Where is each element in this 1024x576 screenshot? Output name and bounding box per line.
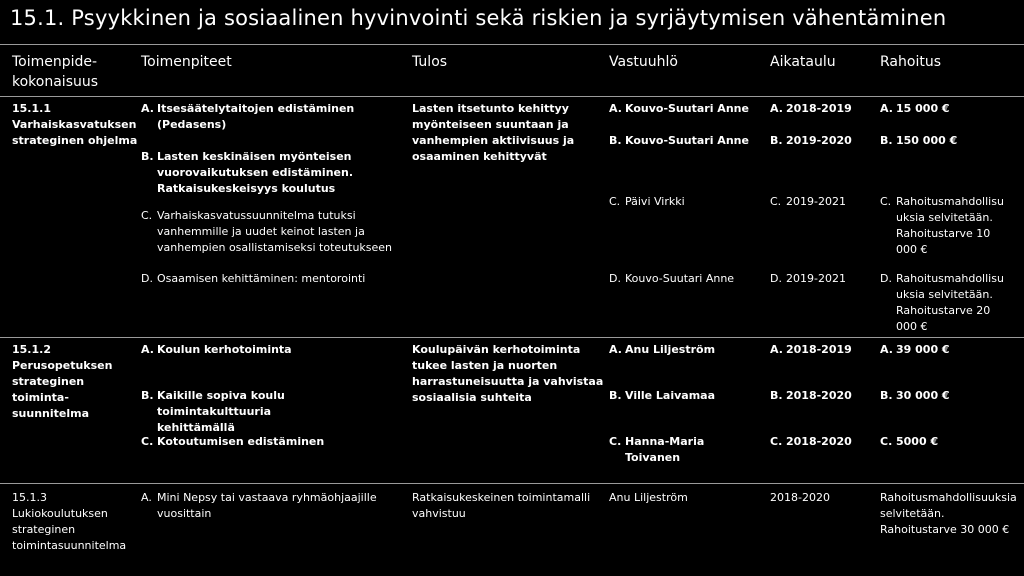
header-responsible: Vastuuhlö xyxy=(609,54,678,70)
funding-text: 30 000 € xyxy=(896,389,950,402)
schedule-text: 2018-2020 xyxy=(786,389,852,402)
row-result: Koulupäivän kerhotoiminta tukee lasten ja nuorten harrastuneisuutta ja vahvistaa sosiaalisia suhteita xyxy=(412,343,604,404)
schedule-text: 2018-2020 xyxy=(770,491,830,504)
responsible-text: Kouvo-Suutari Anne xyxy=(625,134,749,147)
item-marker: A. xyxy=(609,343,622,356)
item-marker: B. xyxy=(880,134,893,147)
row-area: 15.1.1 Varhaiskasvatuksen strateginen ohjelma xyxy=(12,102,138,147)
row-result: Ratkaisukeskeinen toimintamalli vahvistuu xyxy=(412,491,591,520)
item-marker: A. xyxy=(770,102,783,115)
funding-text: 39 000 € xyxy=(896,343,950,356)
responsible-text: Kouvo-Suutari Anne xyxy=(625,102,749,115)
item-marker: D. xyxy=(880,272,892,285)
item-marker: C. xyxy=(880,195,892,208)
item-marker: B. xyxy=(141,389,154,402)
item-marker: B. xyxy=(141,150,154,163)
funding-text: 150 000 € xyxy=(896,134,958,147)
item-marker: C. xyxy=(141,435,154,448)
funding-text: Rahoitusmahdollisuuksia selvitetään. Rahoitustarve 30 000 € xyxy=(880,491,1017,536)
row-area: 15.1.3 Lukiokoulutuksen strateginen toimintasuunnitelma xyxy=(12,491,127,552)
item-marker: C. xyxy=(141,209,153,222)
row-divider xyxy=(0,337,1024,338)
item-marker: A. xyxy=(609,102,622,115)
funding-text: Rahoitusmahdollisu uksia selvitetään. Rahoitustarve 20 000 € xyxy=(896,272,1004,333)
item-marker: C. xyxy=(609,195,621,208)
item-marker: D. xyxy=(770,272,782,285)
schedule-text: 2019-2021 xyxy=(786,272,846,285)
funding-text: Rahoitusmahdollisu uksia selvitetään. Rahoitustarve 10 000 € xyxy=(896,195,1004,256)
item-marker: A. xyxy=(880,343,893,356)
header-measures: Toimenpiteet xyxy=(141,54,232,70)
row-result: Lasten itsetunto kehittyy myönteiseen suuntaan ja vanhempien aktiivisuus ja osaaminen kehittyvät xyxy=(412,102,575,163)
item-marker: C. xyxy=(609,435,622,448)
item-marker: C. xyxy=(770,195,782,208)
header-area: Toimenpide- kokonaisuus xyxy=(12,54,99,90)
measure-text: Kaikille sopiva koulu toimintakulttuuria kehittämällä xyxy=(157,389,285,434)
responsible-text: Kouvo-Suutari Anne xyxy=(625,272,735,285)
item-marker: A. xyxy=(141,343,154,356)
measure-text: Itsesäätelytaitojen edistäminen (Pedasens) xyxy=(157,102,355,131)
responsible-text: Anu Liljeström xyxy=(625,343,716,356)
header-funding: Rahoitus xyxy=(880,54,941,70)
item-marker: A. xyxy=(141,491,152,504)
measure-text: Varhaiskasvatussuunnitelma tutuksi vanhemmille ja uudet keinot lasten ja vanhempien osallistamiseksi toteutukseen xyxy=(157,209,393,254)
header-result: Tulos xyxy=(412,54,448,70)
schedule-text: 2019-2020 xyxy=(786,134,852,147)
measure-text: Lasten keskinäisen myönteisen vuorovaikutuksen edistäminen. Ratkaisukeskeisyys koulutus xyxy=(157,150,353,195)
item-marker: A. xyxy=(770,343,783,356)
responsible-text: Anu Liljeström xyxy=(609,491,688,504)
header-divider xyxy=(0,96,1024,97)
measure-text: Kotoutumisen edistäminen xyxy=(157,435,325,448)
item-marker: C. xyxy=(770,435,783,448)
row-area: 15.1.2 Perusopetuksen strateginen toiminta- suunnitelma xyxy=(12,343,113,420)
table-top-border xyxy=(0,44,1024,45)
header-schedule: Aikataulu xyxy=(770,54,836,70)
row-divider xyxy=(0,483,1024,484)
item-marker: B. xyxy=(609,134,622,147)
responsible-text: Hanna-Maria Toivanen xyxy=(625,435,705,464)
item-marker: A. xyxy=(141,102,154,115)
responsible-text: Ville Laivamaa xyxy=(625,389,716,402)
responsible-text: Päivi Virkki xyxy=(625,195,685,208)
measure-text: Koulun kerhotoiminta xyxy=(157,343,292,356)
item-marker: B. xyxy=(880,389,893,402)
item-marker: B. xyxy=(770,134,783,147)
funding-text: 15 000 € xyxy=(896,102,950,115)
schedule-text: 2018-2019 xyxy=(786,343,852,356)
item-marker: D. xyxy=(609,272,621,285)
measure-text: Mini Nepsy tai vastaava ryhmäohjaajille vuosittain xyxy=(157,491,377,520)
item-marker: D. xyxy=(141,272,153,285)
measure-text: Osaamisen kehittäminen: mentorointi xyxy=(157,272,366,285)
item-marker: A. xyxy=(880,102,893,115)
page-title: 15.1. Psyykkinen ja sosiaalinen hyvinvointi sekä riskien ja syrjäytymisen vähentäminen xyxy=(10,6,947,30)
item-marker: C. xyxy=(880,435,893,448)
funding-text: 5000 € xyxy=(896,435,939,448)
schedule-text: 2019-2021 xyxy=(786,195,846,208)
schedule-text: 2018-2020 xyxy=(786,435,852,448)
item-marker: B. xyxy=(609,389,622,402)
item-marker: B. xyxy=(770,389,783,402)
schedule-text: 2018-2019 xyxy=(786,102,852,115)
